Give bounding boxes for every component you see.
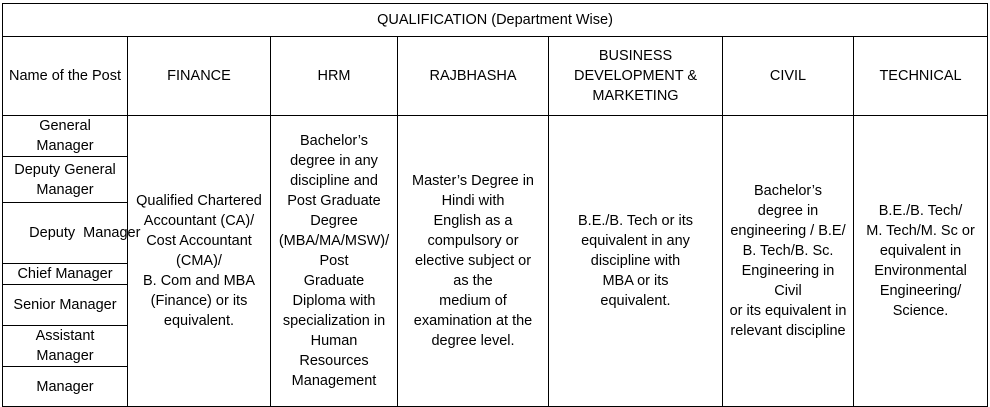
text-line: specialization in <box>282 313 386 329</box>
post-label: Deputy General Manager <box>14 161 116 198</box>
header-technical: TECHNICAL <box>854 37 988 116</box>
text-line: equivalent in <box>879 243 962 259</box>
table-row <box>3 116 988 157</box>
text-line: M. Tech/M. Sc or <box>866 223 975 239</box>
text-line: Bachelor’s <box>300 133 368 149</box>
text-line: (MBA/MA/MSW)/ <box>278 233 390 249</box>
text-line: elective subject or <box>414 253 532 269</box>
text-line: discipline and <box>290 173 378 189</box>
text-line: or its equivalent in <box>729 303 847 319</box>
text-line: degree level. <box>431 333 515 349</box>
text-line: relevant discipline <box>730 323 846 339</box>
post-cell <box>3 264 128 285</box>
text-line: degree in <box>757 203 819 219</box>
post-label: Senior Manager <box>13 297 117 313</box>
post-label: Assistant Manager <box>35 328 95 364</box>
text-line: equivalent. <box>163 313 235 329</box>
post-label: General Manager <box>36 118 94 154</box>
text-line: Science. <box>892 303 949 319</box>
text-line: Engineering in <box>741 263 835 279</box>
text-line: B.E./B. Tech or its <box>578 213 693 229</box>
text-line: English as a <box>433 213 513 229</box>
header-business-label: BUSINESS DEVELOPMENT & MARKETING <box>573 48 698 104</box>
text-line: Qualified Chartered <box>136 193 262 209</box>
text-line: Resources <box>299 353 369 369</box>
post-cell <box>3 285 128 326</box>
text-line: MBA or its <box>602 273 669 289</box>
header-civil: CIVIL <box>723 37 854 116</box>
text-line: Graduate <box>303 273 365 289</box>
text-line: Accountant (CA)/ <box>143 213 255 229</box>
text-line: Post Graduate <box>287 193 381 209</box>
text-line: examination at the <box>413 313 533 329</box>
text-line: Engineering/ <box>879 283 962 299</box>
text-line: equivalent in any <box>581 233 690 249</box>
post-label: Chief Manager <box>17 266 113 282</box>
text-line: Human <box>310 333 358 349</box>
text-line: as the <box>453 273 493 289</box>
header-rajbhasha: RAJBHASHA <box>398 37 549 116</box>
text-line: engineering / B.E/ <box>730 223 846 239</box>
text-line: Diploma with <box>292 293 376 309</box>
technical-qualification <box>854 116 988 407</box>
business-qualification <box>549 116 723 407</box>
text-line: Post <box>319 253 349 269</box>
qualification-table <box>2 3 988 407</box>
text-line: compulsory or <box>427 233 519 249</box>
header-post-label: Name of the Post <box>8 68 122 84</box>
text-line: Civil <box>774 283 802 299</box>
text-line: (CMA)/ <box>176 253 222 269</box>
text-line: Bachelor’s <box>754 183 822 199</box>
text-line: (Finance) or its <box>150 293 248 309</box>
text-line: Environmental <box>874 263 967 279</box>
post-cell <box>3 203 141 264</box>
header-finance: FINANCE <box>128 37 271 116</box>
text-line: Hindi with <box>441 193 505 209</box>
post-label: Deputy Manager <box>29 225 141 241</box>
text-line: Degree <box>310 213 358 229</box>
text-line: B.E./B. Tech/ <box>878 203 963 219</box>
text-line: B. Com and MBA <box>142 273 255 289</box>
civil-qualification <box>723 116 854 407</box>
post-cell <box>3 367 128 407</box>
text-line: Management <box>291 373 377 389</box>
header-business <box>549 37 723 116</box>
post-cell <box>3 116 128 157</box>
post-cell <box>3 157 128 203</box>
text-line: B. Tech/B. Sc. <box>742 243 834 259</box>
post-cell <box>3 326 128 367</box>
table-title: QUALIFICATION (Department Wise) <box>3 4 988 37</box>
text-line: Master’s Degree in <box>412 173 534 189</box>
text-line: Cost Accountant <box>146 233 252 249</box>
text-line: equivalent. <box>600 293 671 309</box>
header-row <box>3 37 988 116</box>
header-post <box>3 37 128 116</box>
title-row <box>3 4 988 37</box>
text-line: discipline with <box>590 253 681 269</box>
post-label: Manager <box>36 378 94 395</box>
header-hrm: HRM <box>271 37 398 116</box>
text-line: degree in any <box>290 153 378 169</box>
finance-qualification <box>128 116 271 407</box>
text-line: medium of <box>439 293 507 309</box>
rajbhasha-qualification <box>398 116 549 407</box>
hrm-qualification <box>271 116 398 407</box>
